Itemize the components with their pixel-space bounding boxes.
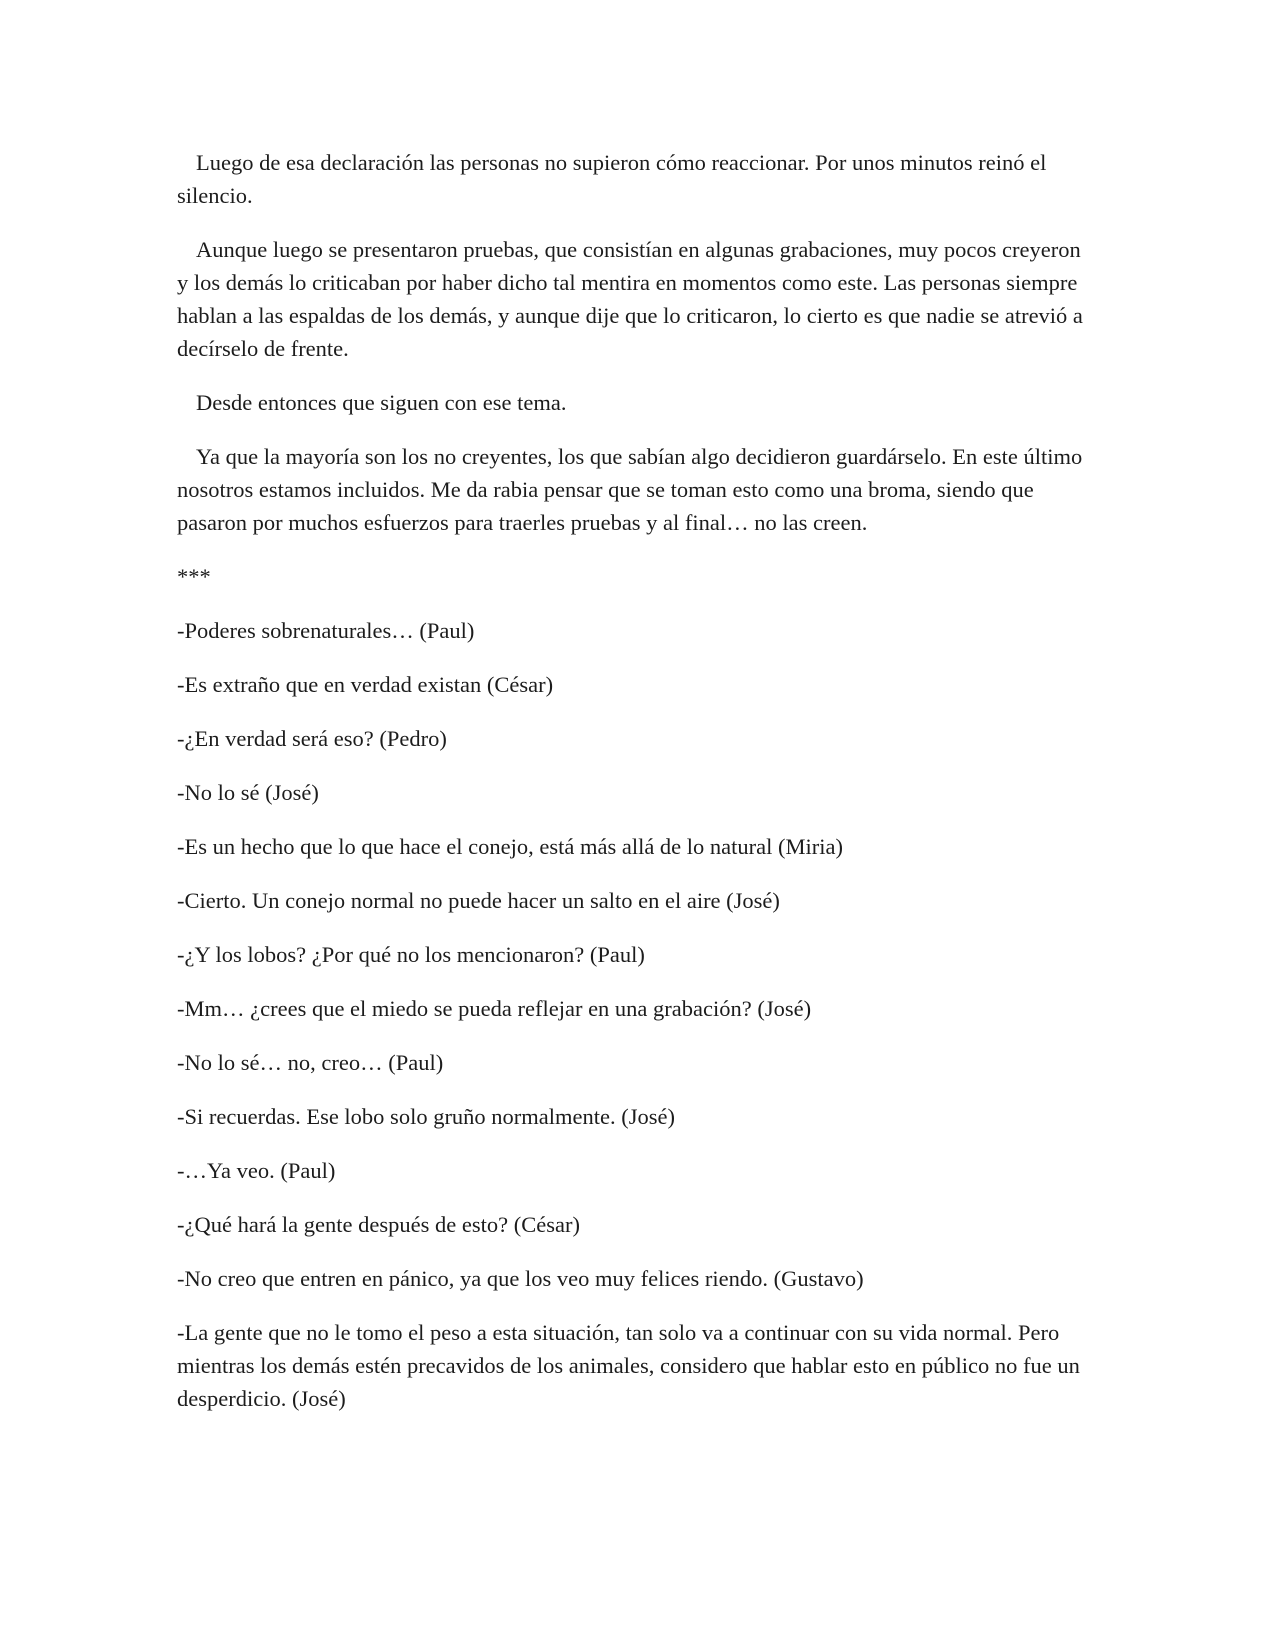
scene-break: ***	[177, 564, 211, 589]
dialogue-line: -¿Y los lobos? ¿Por qué no los mencionaron? (Paul)	[177, 942, 645, 967]
narrative-paragraph: Aunque luego se presentaron pruebas, que consistían en algunas grabaciones, muy pocos creyeron y los demás lo criticaban por haber dicho tal mentira en momentos como este. Las personas siempre hablan a las espaldas de los demás, y aunque dije que lo criticaron, lo cierto es que nadie se atrevió a decírselo de frente.	[177, 237, 1083, 361]
dialogue-line: -Es un hecho que lo que hace el conejo, está más allá de lo natural (Miria)	[177, 834, 843, 859]
narrative-paragraph: Desde entonces que siguen con ese tema.	[196, 390, 567, 415]
dialogue-line: -…Ya veo. (Paul)	[177, 1158, 336, 1183]
dialogue-line: -No creo que entren en pánico, ya que los veo muy felices riendo. (Gustavo)	[177, 1266, 864, 1291]
dialogue-line: -¿Qué hará la gente después de esto? (César)	[177, 1212, 580, 1237]
dialogue-line: -Si recuerdas. Ese lobo solo gruño normalmente. (José)	[177, 1104, 675, 1129]
dialogue-line: -Es extraño que en verdad existan (César)	[177, 672, 554, 697]
narrative-paragraph: Luego de esa declaración las personas no supieron cómo reaccionar. Por unos minutos reinó el silencio.	[177, 150, 1047, 208]
dialogue-line: -Mm… ¿crees que el miedo se pueda reflejar en una grabación? (José)	[177, 996, 812, 1021]
dialogue-line: -No lo sé… no, creo… (Paul)	[177, 1050, 444, 1075]
narrative-paragraph: Ya que la mayoría son los no creyentes, los que sabían algo decidieron guardárselo. En este último nosotros estamos incluidos. Me da rabia pensar que se toman esto como una broma, siendo que pasaron por muchos esfuerzos para traerles pruebas y al final… no las creen.	[177, 444, 1083, 535]
document-page	[177, 146, 1097, 1436]
dialogue-line: -No lo sé (José)	[177, 780, 319, 805]
dialogue-line: -¿En verdad será eso? (Pedro)	[177, 726, 447, 751]
dialogue-line: -Cierto. Un conejo normal no puede hacer un salto en el aire (José)	[177, 888, 780, 913]
dialogue-line: -La gente que no le tomo el peso a esta situación, tan solo va a continuar con su vida normal. Pero mientras los demás estén precavidos de los animales, considero que hablar esto en público no fue un desperdicio. (José)	[177, 1320, 1080, 1411]
dialogue-line: -Poderes sobrenaturales… (Paul)	[177, 618, 475, 643]
